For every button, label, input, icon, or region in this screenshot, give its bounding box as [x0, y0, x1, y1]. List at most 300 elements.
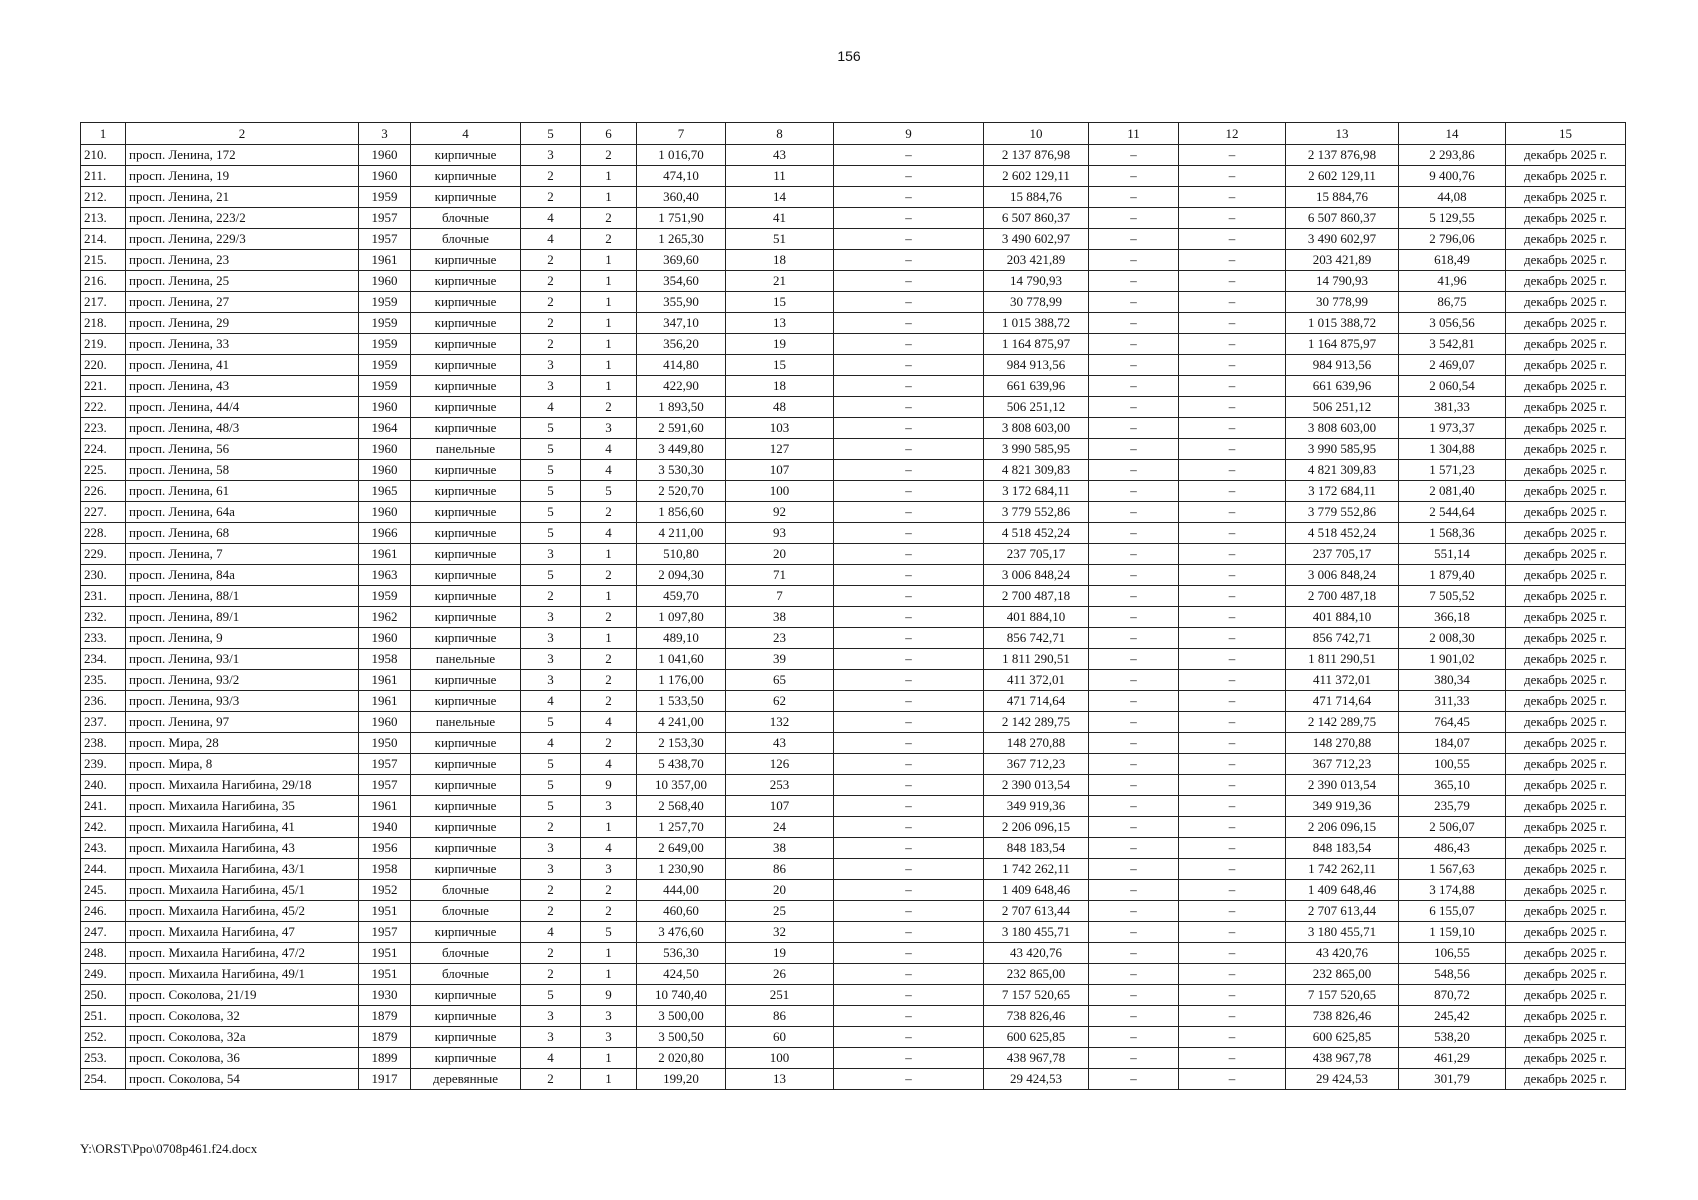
table-cell: 92 — [726, 502, 834, 523]
table-cell: 1966 — [359, 523, 411, 544]
table-cell: 764,45 — [1399, 712, 1506, 733]
table-row — [81, 943, 1626, 964]
table-cell: 7 157 520,65 — [1286, 985, 1399, 1006]
table-cell: 3 — [581, 418, 637, 439]
table-row — [81, 439, 1626, 460]
table-cell: 1 893,50 — [637, 397, 726, 418]
table-cell: кирпичные — [411, 1027, 521, 1048]
table-cell: 2 060,54 — [1399, 376, 1506, 397]
table-cell: 5 — [521, 985, 581, 1006]
table-cell: просп. Михаила Нагибина, 47/2 — [126, 943, 359, 964]
table-cell: просп. Ленина, 93/2 — [126, 670, 359, 691]
table-cell: кирпичные — [411, 250, 521, 271]
table-cell: – — [1089, 523, 1179, 544]
table-cell: просп. Ленина, 88/1 — [126, 586, 359, 607]
table-cell: 367 712,23 — [1286, 754, 1399, 775]
table-cell: декабрь 2025 г. — [1506, 607, 1626, 628]
table-cell: 216. — [81, 271, 126, 292]
table-cell: 1960 — [359, 166, 411, 187]
column-number-header-row — [81, 123, 1626, 145]
table-cell: 245. — [81, 880, 126, 901]
table-row — [81, 292, 1626, 313]
table-cell: – — [834, 1027, 984, 1048]
table-cell: 4 — [581, 460, 637, 481]
table-cell: декабрь 2025 г. — [1506, 796, 1626, 817]
table-row — [81, 691, 1626, 712]
table-cell: декабрь 2025 г. — [1506, 271, 1626, 292]
table-cell: – — [1179, 292, 1286, 313]
table-cell: 60 — [726, 1027, 834, 1048]
table-row — [81, 607, 1626, 628]
table-row — [81, 922, 1626, 943]
table-cell: 253. — [81, 1048, 126, 1069]
table-cell: просп. Ленина, 27 — [126, 292, 359, 313]
table-cell: – — [1089, 502, 1179, 523]
table-cell: – — [834, 355, 984, 376]
table-cell: 3 — [521, 544, 581, 565]
table-cell: – — [1089, 838, 1179, 859]
table-cell: – — [1179, 838, 1286, 859]
table-cell: 221. — [81, 376, 126, 397]
table-cell: 5 — [521, 523, 581, 544]
table-cell: 239. — [81, 754, 126, 775]
table-cell: блочные — [411, 901, 521, 922]
table-cell: декабрь 2025 г. — [1506, 313, 1626, 334]
table-cell: 3 056,56 — [1399, 313, 1506, 334]
table-cell: – — [834, 628, 984, 649]
table-cell: 2 506,07 — [1399, 817, 1506, 838]
table-cell: 474,10 — [637, 166, 726, 187]
table-cell: – — [1089, 859, 1179, 880]
table-cell: – — [1089, 691, 1179, 712]
table-cell: 4 — [521, 229, 581, 250]
table-cell: 4 241,00 — [637, 712, 726, 733]
table-cell: блочные — [411, 229, 521, 250]
table-cell: – — [1179, 1006, 1286, 1027]
table-cell: просп. Михаила Нагибина, 45/1 — [126, 880, 359, 901]
table-cell: – — [1089, 229, 1179, 250]
table-cell: – — [1089, 397, 1179, 418]
table-cell: 2 — [581, 397, 637, 418]
table-cell: 215. — [81, 250, 126, 271]
table-cell: 3 500,00 — [637, 1006, 726, 1027]
table-cell: декабрь 2025 г. — [1506, 250, 1626, 271]
table-cell: – — [834, 565, 984, 586]
table-cell: 1899 — [359, 1048, 411, 1069]
table-cell: блочные — [411, 943, 521, 964]
table-cell: 3 500,50 — [637, 1027, 726, 1048]
table-row — [81, 964, 1626, 985]
table-cell: 1 811 290,51 — [984, 649, 1089, 670]
table-cell: 1 742 262,11 — [1286, 859, 1399, 880]
table-cell: – — [1089, 985, 1179, 1006]
table-cell: 3 990 585,95 — [1286, 439, 1399, 460]
table-cell: 2 707 613,44 — [984, 901, 1089, 922]
table-cell: 1957 — [359, 922, 411, 943]
table-cell: 234. — [81, 649, 126, 670]
table-cell: 1 — [581, 1048, 637, 1069]
table-cell: – — [834, 1048, 984, 1069]
table-cell: 253 — [726, 775, 834, 796]
table-cell: декабрь 2025 г. — [1506, 964, 1626, 985]
table-cell: 2 142 289,75 — [1286, 712, 1399, 733]
table-cell: 422,90 — [637, 376, 726, 397]
table-cell: – — [834, 376, 984, 397]
table-cell: 1 015 388,72 — [1286, 313, 1399, 334]
table-cell: 1957 — [359, 229, 411, 250]
table-cell: 3 490 602,97 — [1286, 229, 1399, 250]
table-cell: 1959 — [359, 376, 411, 397]
table-cell: 15 884,76 — [1286, 187, 1399, 208]
table-cell: 551,14 — [1399, 544, 1506, 565]
table-row — [81, 985, 1626, 1006]
table-cell: 1 — [581, 1069, 637, 1090]
table-cell: 380,34 — [1399, 670, 1506, 691]
table-cell: – — [834, 523, 984, 544]
table-cell: 1 164 875,97 — [984, 334, 1089, 355]
footer-file-path: Y:\ORST\Ppo\0708p461.f24.docx — [80, 1141, 258, 1156]
table-cell: 1 257,70 — [637, 817, 726, 838]
table-cell: 14 790,93 — [1286, 271, 1399, 292]
table-cell: – — [834, 985, 984, 1006]
table-cell: декабрь 2025 г. — [1506, 187, 1626, 208]
table-cell: 212. — [81, 187, 126, 208]
table-cell: просп. Михаила Нагибина, 41 — [126, 817, 359, 838]
table-cell: – — [1179, 271, 1286, 292]
table-row — [81, 775, 1626, 796]
table-cell: просп. Михаила Нагибина, 35 — [126, 796, 359, 817]
table-cell: 247. — [81, 922, 126, 943]
table-cell: 240. — [81, 775, 126, 796]
table-cell: кирпичные — [411, 397, 521, 418]
table-cell: панельные — [411, 712, 521, 733]
table-cell: – — [834, 208, 984, 229]
table-cell: 1960 — [359, 460, 411, 481]
table-cell: кирпичные — [411, 985, 521, 1006]
table-cell: – — [834, 460, 984, 481]
table-cell: 3 808 603,00 — [1286, 418, 1399, 439]
column-number-cell: 12 — [1179, 123, 1286, 145]
table-cell: просп. Михаила Нагибина, 29/18 — [126, 775, 359, 796]
table-cell: 1 — [581, 817, 637, 838]
column-number-cell: 8 — [726, 123, 834, 145]
table-cell: 5 — [521, 502, 581, 523]
table-cell: 2 — [581, 901, 637, 922]
table-row — [81, 208, 1626, 229]
table-cell: 1965 — [359, 481, 411, 502]
table-cell: 1961 — [359, 544, 411, 565]
table-cell: 471 714,64 — [984, 691, 1089, 712]
table-cell: 132 — [726, 712, 834, 733]
table-cell: кирпичные — [411, 502, 521, 523]
table-cell: 354,60 — [637, 271, 726, 292]
table-cell: 1 015 388,72 — [984, 313, 1089, 334]
table-cell: – — [834, 313, 984, 334]
table-cell: – — [1179, 208, 1286, 229]
table-cell: декабрь 2025 г. — [1506, 460, 1626, 481]
table-cell: 1960 — [359, 397, 411, 418]
table-cell: 3 — [521, 607, 581, 628]
table-cell: 2 137 876,98 — [1286, 145, 1399, 166]
table-cell: 3 180 455,71 — [984, 922, 1089, 943]
table-cell: 251 — [726, 985, 834, 1006]
table-cell: – — [1089, 271, 1179, 292]
table-cell: 41 — [726, 208, 834, 229]
table-cell: 381,33 — [1399, 397, 1506, 418]
table-cell: 1961 — [359, 796, 411, 817]
table-cell: 2 — [581, 208, 637, 229]
table-cell: 232 865,00 — [1286, 964, 1399, 985]
table-cell: – — [834, 481, 984, 502]
table-cell: 43 — [726, 733, 834, 754]
table-cell: 870,72 — [1399, 985, 1506, 1006]
table-cell: 14 790,93 — [984, 271, 1089, 292]
table-cell: 4 — [521, 397, 581, 418]
table-row — [81, 880, 1626, 901]
table-cell: 4 821 309,83 — [984, 460, 1089, 481]
table-cell: 236. — [81, 691, 126, 712]
table-cell: 1 230,90 — [637, 859, 726, 880]
table-cell: 984 913,56 — [984, 355, 1089, 376]
table-cell: 2 — [521, 292, 581, 313]
table-cell: 4 — [521, 1048, 581, 1069]
table-cell: кирпичные — [411, 1048, 521, 1069]
table-cell: 1 — [581, 166, 637, 187]
table-cell: 1 — [581, 964, 637, 985]
table-cell: 1917 — [359, 1069, 411, 1090]
table-cell: 65 — [726, 670, 834, 691]
table-cell: кирпичные — [411, 628, 521, 649]
table-cell: 1958 — [359, 649, 411, 670]
table-cell: – — [1179, 355, 1286, 376]
table-cell: 32 — [726, 922, 834, 943]
table-cell: 2 — [581, 670, 637, 691]
table-cell: 2 602 129,11 — [984, 166, 1089, 187]
table-cell: 29 424,53 — [1286, 1069, 1399, 1090]
table-cell: декабрь 2025 г. — [1506, 292, 1626, 313]
table-cell: 2 — [581, 880, 637, 901]
table-cell: просп. Ленина, 9 — [126, 628, 359, 649]
table-cell: – — [1179, 439, 1286, 460]
table-cell: 366,18 — [1399, 607, 1506, 628]
table-cell: 347,10 — [637, 313, 726, 334]
table-cell: 229. — [81, 544, 126, 565]
column-number-cell: 4 — [411, 123, 521, 145]
table-row — [81, 397, 1626, 418]
table-cell: 252. — [81, 1027, 126, 1048]
table-cell: – — [834, 166, 984, 187]
table-cell: декабрь 2025 г. — [1506, 481, 1626, 502]
table-cell: 19 — [726, 943, 834, 964]
table-cell: 2 — [521, 880, 581, 901]
table-cell: 5 — [581, 481, 637, 502]
table-cell: – — [1179, 985, 1286, 1006]
table-cell: 471 714,64 — [1286, 691, 1399, 712]
table-cell: 231. — [81, 586, 126, 607]
page-number: 156 — [837, 48, 861, 64]
table-cell: 349 919,36 — [984, 796, 1089, 817]
table-cell: 355,90 — [637, 292, 726, 313]
table-cell: 856 742,71 — [1286, 628, 1399, 649]
table-cell: декабрь 2025 г. — [1506, 502, 1626, 523]
table-cell: 148 270,88 — [984, 733, 1089, 754]
table-cell: – — [1179, 586, 1286, 607]
table-cell: 235. — [81, 670, 126, 691]
table-cell: – — [1089, 208, 1179, 229]
table-cell: 369,60 — [637, 250, 726, 271]
table-row — [81, 712, 1626, 733]
table-cell: – — [834, 964, 984, 985]
table-cell: декабрь 2025 г. — [1506, 229, 1626, 250]
table-cell: 1960 — [359, 439, 411, 460]
table-cell: 224. — [81, 439, 126, 460]
table-cell: 3 — [521, 838, 581, 859]
table-cell: – — [834, 691, 984, 712]
table-cell: 227. — [81, 502, 126, 523]
table-cell: 2 — [521, 943, 581, 964]
table-cell: – — [834, 502, 984, 523]
table-cell: – — [1089, 544, 1179, 565]
table-cell: 1957 — [359, 208, 411, 229]
table-cell: просп. Соколова, 54 — [126, 1069, 359, 1090]
table-cell: 401 884,10 — [1286, 607, 1399, 628]
table-cell: просп. Ленина, 89/1 — [126, 607, 359, 628]
table-cell: 5 — [521, 754, 581, 775]
table-cell: 1959 — [359, 586, 411, 607]
table-cell: – — [1089, 166, 1179, 187]
table-cell: 1959 — [359, 292, 411, 313]
table-row — [81, 586, 1626, 607]
table-cell: декабрь 2025 г. — [1506, 628, 1626, 649]
table-cell: – — [1179, 418, 1286, 439]
table-cell: 1 041,60 — [637, 649, 726, 670]
table-cell: – — [1089, 187, 1179, 208]
table-cell: 1 — [581, 355, 637, 376]
table-cell: 10 740,40 — [637, 985, 726, 1006]
table-cell: просп. Ленина, 21 — [126, 187, 359, 208]
table-cell: 5 — [521, 796, 581, 817]
table-cell: – — [1089, 880, 1179, 901]
table-row — [81, 796, 1626, 817]
table-cell: 100 — [726, 1048, 834, 1069]
table-cell: – — [1089, 250, 1179, 271]
table-cell: – — [834, 1069, 984, 1090]
table-row — [81, 859, 1626, 880]
table-cell: 848 183,54 — [984, 838, 1089, 859]
table-cell: – — [1089, 586, 1179, 607]
table-cell: 127 — [726, 439, 834, 460]
table-cell: 230. — [81, 565, 126, 586]
table-cell: 1956 — [359, 838, 411, 859]
table-cell: 2 — [521, 187, 581, 208]
table-cell: 536,30 — [637, 943, 726, 964]
table-cell: декабрь 2025 г. — [1506, 859, 1626, 880]
table-cell: 349 919,36 — [1286, 796, 1399, 817]
table-cell: – — [1089, 481, 1179, 502]
table-cell: – — [834, 586, 984, 607]
table-cell: 4 — [521, 733, 581, 754]
table-cell: 148 270,88 — [1286, 733, 1399, 754]
table-cell: декабрь 2025 г. — [1506, 649, 1626, 670]
table-cell: 2 707 613,44 — [1286, 901, 1399, 922]
table-cell: кирпичные — [411, 334, 521, 355]
table-cell: 107 — [726, 460, 834, 481]
table-cell: 237 705,17 — [1286, 544, 1399, 565]
table-cell: 2 206 096,15 — [1286, 817, 1399, 838]
table-cell: 38 — [726, 607, 834, 628]
table-cell: кирпичные — [411, 670, 521, 691]
table-cell: 1879 — [359, 1027, 411, 1048]
table-cell: 6 155,07 — [1399, 901, 1506, 922]
table-cell: 11 — [726, 166, 834, 187]
table-cell: 86 — [726, 859, 834, 880]
table-cell: декабрь 2025 г. — [1506, 355, 1626, 376]
table-cell: – — [834, 670, 984, 691]
table-cell: – — [834, 544, 984, 565]
table-cell: 661 639,96 — [1286, 376, 1399, 397]
table-cell: 538,20 — [1399, 1027, 1506, 1048]
table-cell: – — [1089, 418, 1179, 439]
table-cell: – — [1179, 523, 1286, 544]
column-number-cell: 1 — [81, 123, 126, 145]
table-cell: – — [1179, 880, 1286, 901]
table-cell: 1 856,60 — [637, 502, 726, 523]
table-cell: 10 357,00 — [637, 775, 726, 796]
table-cell: 3 172 684,11 — [1286, 481, 1399, 502]
column-number-cell: 14 — [1399, 123, 1506, 145]
table-cell: – — [1179, 670, 1286, 691]
table-cell: – — [1089, 1006, 1179, 1027]
table-cell: 225. — [81, 460, 126, 481]
table-cell: – — [1089, 901, 1179, 922]
table-cell: просп. Ленина, 97 — [126, 712, 359, 733]
table-cell: 2 293,86 — [1399, 145, 1506, 166]
table-cell: – — [1089, 775, 1179, 796]
table-cell: 2 081,40 — [1399, 481, 1506, 502]
table-cell: кирпичные — [411, 838, 521, 859]
table-cell: 1952 — [359, 880, 411, 901]
table-cell: 126 — [726, 754, 834, 775]
table-cell: 203 421,89 — [984, 250, 1089, 271]
table-cell: 1959 — [359, 187, 411, 208]
table-cell: – — [1089, 460, 1179, 481]
table-row — [81, 670, 1626, 691]
table-cell: 100 — [726, 481, 834, 502]
table-cell: декабрь 2025 г. — [1506, 775, 1626, 796]
table-row — [81, 502, 1626, 523]
table-cell: 2 153,30 — [637, 733, 726, 754]
table-cell: 100,55 — [1399, 754, 1506, 775]
table-cell: декабрь 2025 г. — [1506, 208, 1626, 229]
table-cell: декабрь 2025 г. — [1506, 754, 1626, 775]
table-cell: – — [1089, 292, 1179, 313]
table-cell: 2 — [581, 145, 637, 166]
table-cell: 2 — [521, 817, 581, 838]
table-cell: 1958 — [359, 859, 411, 880]
table-cell: декабрь 2025 г. — [1506, 439, 1626, 460]
table-cell: кирпичные — [411, 754, 521, 775]
table-cell: 5 — [521, 418, 581, 439]
table-cell: 5 — [521, 565, 581, 586]
table-cell: 107 — [726, 796, 834, 817]
table-cell: 438 967,78 — [1286, 1048, 1399, 1069]
table-cell: 2 137 876,98 — [984, 145, 1089, 166]
table-cell: 6 507 860,37 — [1286, 208, 1399, 229]
table-cell: 39 — [726, 649, 834, 670]
table-cell: – — [1179, 565, 1286, 586]
table-cell: 1 176,00 — [637, 670, 726, 691]
table-cell: кирпичные — [411, 796, 521, 817]
